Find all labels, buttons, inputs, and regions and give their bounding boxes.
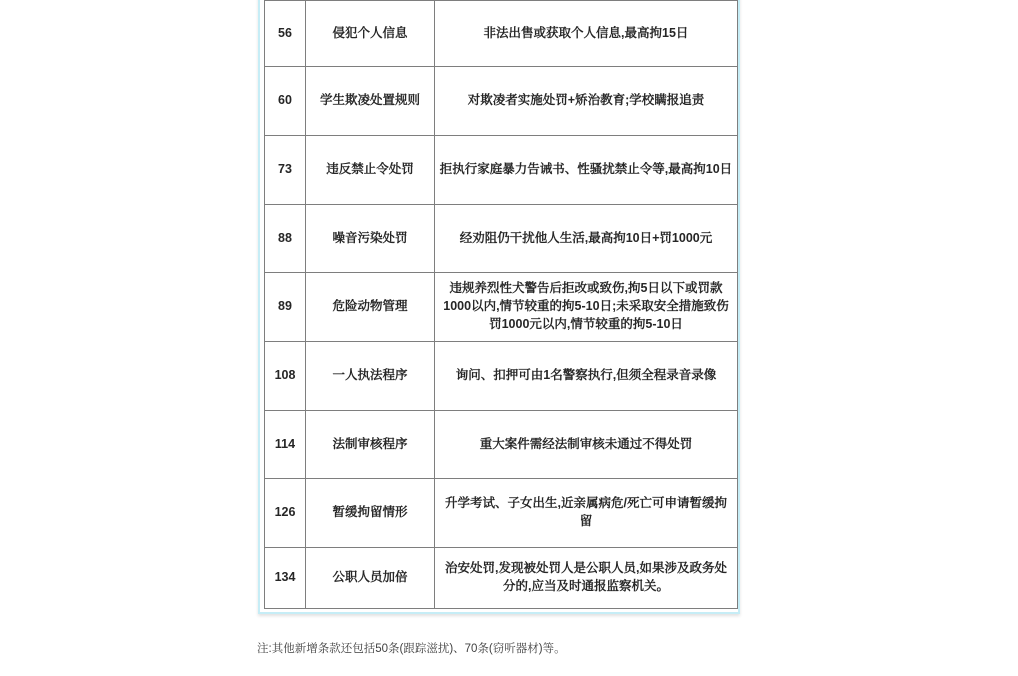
article-number-cell: 108: [265, 342, 306, 411]
table-row: [265, 136, 738, 205]
article-description-cell: 治安处罚,发现被处罚人是公职人员,如果涉及政务处分的,应当及时通报监察机关。: [435, 548, 738, 609]
article-number-cell: 89: [265, 273, 306, 342]
table-row: [265, 342, 738, 411]
article-title-cell: 危险动物管理: [306, 273, 435, 342]
article-description-cell: 非法出售或获取个人信息,最高拘15日: [435, 1, 738, 67]
article-description-cell: 经劝阻仍干扰他人生活,最高拘10日+罚1000元: [435, 205, 738, 273]
article-description-cell: 违规养烈性犬警告后拒改或致伤,拘5日以下或罚款1000以内,情节较重的拘5-10日;未采取安全措施致伤罚1000元以内,情节较重的拘5-10日: [435, 273, 738, 342]
article-number-cell: 56: [265, 1, 306, 67]
article-description-cell: 询问、扣押可由1名警察执行,但须全程录音录像: [435, 342, 738, 411]
article-number-cell: 126: [265, 479, 306, 548]
table-row: [265, 67, 738, 136]
table-row: [265, 411, 738, 479]
article-title-cell: 一人执法程序: [306, 342, 435, 411]
law-table-card: [258, 0, 740, 614]
article-number-cell: 134: [265, 548, 306, 609]
table-row: [265, 1, 738, 67]
article-description-cell: 拒执行家庭暴力告诫书、性骚扰禁止令等,最高拘10日: [435, 136, 738, 205]
article-number-cell: 73: [265, 136, 306, 205]
article-number-cell: 114: [265, 411, 306, 479]
article-description-cell: 重大案件需经法制审核未通过不得处罚: [435, 411, 738, 479]
table-row: [265, 273, 738, 342]
footnote: 注:其他新增条款还包括50条(跟踪滋扰)、70条(窃听器材)等。: [257, 643, 566, 655]
article-title-cell: 违反禁止令处罚: [306, 136, 435, 205]
table-row: [265, 479, 738, 548]
table-row: [265, 205, 738, 273]
table-row: [265, 548, 738, 609]
article-title-cell: 公职人员加倍: [306, 548, 435, 609]
article-title-cell: 学生欺凌处置规则: [306, 67, 435, 136]
article-title-cell: 法制审核程序: [306, 411, 435, 479]
article-title-cell: 噪音污染处罚: [306, 205, 435, 273]
penalty-articles-table: [264, 0, 738, 609]
article-description-cell: 对欺凌者实施处罚+矫治教育;学校瞒报追责: [435, 67, 738, 136]
article-title-cell: 暂缓拘留情形: [306, 479, 435, 548]
article-number-cell: 88: [265, 205, 306, 273]
article-title-cell: 侵犯个人信息: [306, 1, 435, 67]
article-description-cell: 升学考试、子女出生,近亲属病危/死亡可申请暂缓拘留: [435, 479, 738, 548]
article-number-cell: 60: [265, 67, 306, 136]
table-body: [265, 1, 738, 609]
